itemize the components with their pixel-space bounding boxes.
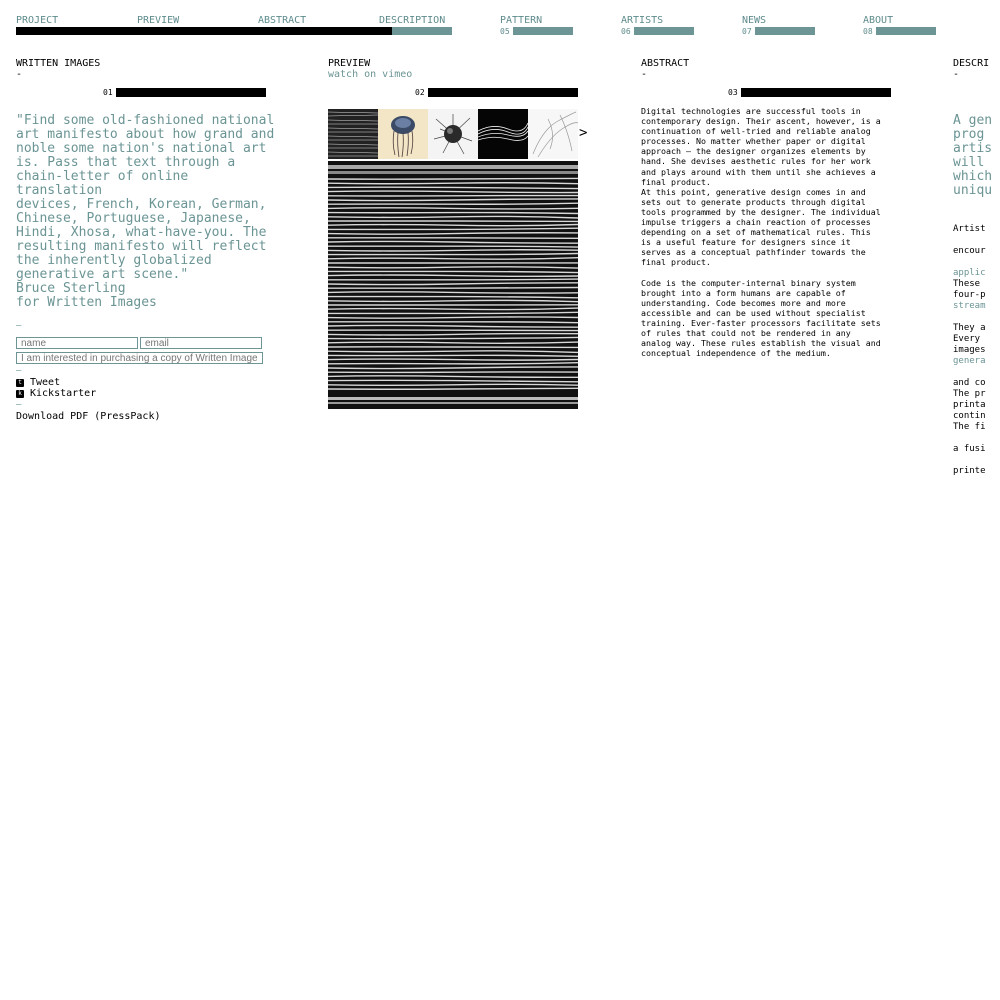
nav-progress-bar <box>513 27 573 35</box>
section-bar <box>116 88 266 97</box>
kickstarter-label[interactable]: Kickstarter <box>30 388 97 399</box>
scan-line <box>328 288 578 289</box>
description-line: The pr <box>953 389 986 399</box>
twitter-icon: t <box>16 379 24 387</box>
description-line: The fi <box>953 422 986 432</box>
description-line: and co <box>953 378 986 388</box>
description-link[interactable]: stream <box>953 301 986 311</box>
thumbnail-jellyfish[interactable] <box>378 109 428 159</box>
nav-item-description[interactable] <box>379 15 500 26</box>
description-line: Artist <box>953 224 986 234</box>
description-line: printa <box>953 400 986 410</box>
tweet-label[interactable]: Tweet <box>30 377 61 388</box>
nav-label[interactable]: NEWS <box>742 15 767 26</box>
description-line: four-p <box>953 290 986 300</box>
nav-label[interactable]: DESCRIPTION <box>379 15 446 26</box>
column-title: DESCRI <box>953 58 990 69</box>
nav-item-artists[interactable] <box>621 15 742 36</box>
scroll-progress-remainder <box>392 27 452 35</box>
thumbnail-sketch[interactable] <box>528 109 578 159</box>
kickstarter-link[interactable] <box>16 388 96 399</box>
nav-label[interactable]: PREVIEW <box>137 15 180 26</box>
nav-progress-bar <box>755 27 815 35</box>
thumbnail-waves[interactable] <box>478 109 528 159</box>
scan-line <box>328 372 578 373</box>
nav-item-preview[interactable] <box>137 15 258 26</box>
nav-label[interactable]: PATTERN <box>500 15 543 26</box>
section-bar <box>428 88 578 97</box>
nav-number: 08 <box>863 27 873 36</box>
description-line: images <box>953 345 986 355</box>
nav-number: 07 <box>742 27 752 36</box>
scroll-progress-bar <box>16 27 392 35</box>
nav-item-about[interactable] <box>863 15 984 36</box>
description-line: a fusi <box>953 444 986 454</box>
column-title: PREVIEW <box>328 58 371 69</box>
section-number: 01 <box>103 88 113 97</box>
preview-image[interactable] <box>328 161 578 409</box>
section-number-row <box>641 88 891 97</box>
quote-signature: Bruce Sterling for Written Images <box>16 281 157 310</box>
nav-label[interactable]: ARTISTS <box>621 15 664 26</box>
abstract-paragraph: Digital technologies are successful tools in contemporary design. Their ascent, however, is a continuation of well-tried and reliable analog processes. No matter whether paper or digital approach – the designer organizes elements by hand. She devises aesthetic rules for her work and plays around with them until she achieves a final product. At this point, generative design comes in and sets out to generate products through digital tools programmed by the designer. The individual impulse triggers a chain reaction of processes depending on a set of mathematical rules. This is a useful feature for designers since it serves as a conceptual pathfinder towards the final product. <box>641 106 881 268</box>
column-dash: - <box>953 69 960 80</box>
description-line: Every <box>953 334 981 344</box>
abstract-text <box>641 106 893 368</box>
email-input[interactable] <box>140 337 262 349</box>
scan-line <box>328 221 578 222</box>
nav-item-news[interactable] <box>742 15 863 36</box>
column-title: WRITTEN IMAGES <box>16 58 101 69</box>
description-column <box>953 58 1000 476</box>
description-link[interactable]: genera <box>953 356 986 366</box>
description-link[interactable]: applic <box>953 268 986 278</box>
tweet-link[interactable] <box>16 377 60 388</box>
nav-item-abstract[interactable] <box>258 15 379 26</box>
description-line: printe <box>953 466 986 476</box>
nav-item-pattern[interactable] <box>500 15 621 36</box>
manifesto-quote: "Find some old-fashioned national art manifesto about how grand and noble some nation's national art is. Pass that text through a chain-letter of online translation devices, French, Korean, German, Chinese, Portuguese, Japanese, Hindi, Xhosa, what-have-you. The resulting manifesto will reflect the inherently globalized generative art scene." <box>16 113 275 282</box>
description-intro: A gen prog artis will which uniqu <box>953 113 993 198</box>
scan-line <box>328 279 578 280</box>
description-line: encour <box>953 246 986 256</box>
nav-number: 05 <box>500 27 510 36</box>
thumbnail-strip <box>328 109 578 159</box>
download-pdf-link[interactable]: Download PDF (PressPack) <box>16 411 161 422</box>
kickstarter-icon: k <box>16 390 24 398</box>
purchase-interest-input[interactable] <box>16 352 263 364</box>
scan-line <box>328 178 578 179</box>
thumbnail-urchin[interactable] <box>428 109 478 159</box>
vimeo-link[interactable]: watch on vimeo <box>328 69 413 80</box>
separator: — <box>16 366 22 376</box>
separator: — <box>16 400 22 410</box>
description-line: They a <box>953 323 986 333</box>
scan-line <box>328 330 578 331</box>
nav-number: 06 <box>621 27 631 36</box>
thumbnail-lines[interactable] <box>328 109 378 159</box>
preview-column <box>328 58 588 141</box>
separator: — <box>16 321 22 331</box>
section-number: 02 <box>415 88 425 97</box>
section-bar <box>741 88 891 97</box>
nav-progress-bar <box>634 27 694 35</box>
column-title: ABSTRACT <box>641 58 690 69</box>
abstract-paragraph: Code is the computer-internal binary system brought into a form humans are capable of understanding. Code becomes more and more accessible and can be used without specialist training. Ever-faster processors facilitate sets of rules that could not be rendered in any analog way. These rules establish the visual and conceptual independence of the medium. <box>641 277 881 359</box>
section-number-row <box>328 88 578 97</box>
description-paragraph <box>953 411 986 488</box>
abstract-column <box>641 58 891 359</box>
nav-progress-bar <box>876 27 936 35</box>
scan-line <box>328 347 578 348</box>
nav-label[interactable]: PROJECT <box>16 15 59 26</box>
nav-label[interactable]: ABSTRACT <box>258 15 307 26</box>
column-dash: - <box>16 69 23 80</box>
nav-label[interactable]: ABOUT <box>863 15 894 26</box>
next-thumbnails-arrow[interactable]: > <box>579 125 588 141</box>
section-number: 03 <box>728 88 738 97</box>
name-input[interactable] <box>16 337 138 349</box>
project-column <box>16 58 275 422</box>
description-line: These <box>953 279 981 289</box>
section-number-row <box>16 88 266 97</box>
description-line: contin <box>953 411 986 421</box>
scan-line <box>328 238 578 239</box>
column-dash: - <box>641 69 648 80</box>
nav-item-project[interactable] <box>16 15 137 26</box>
